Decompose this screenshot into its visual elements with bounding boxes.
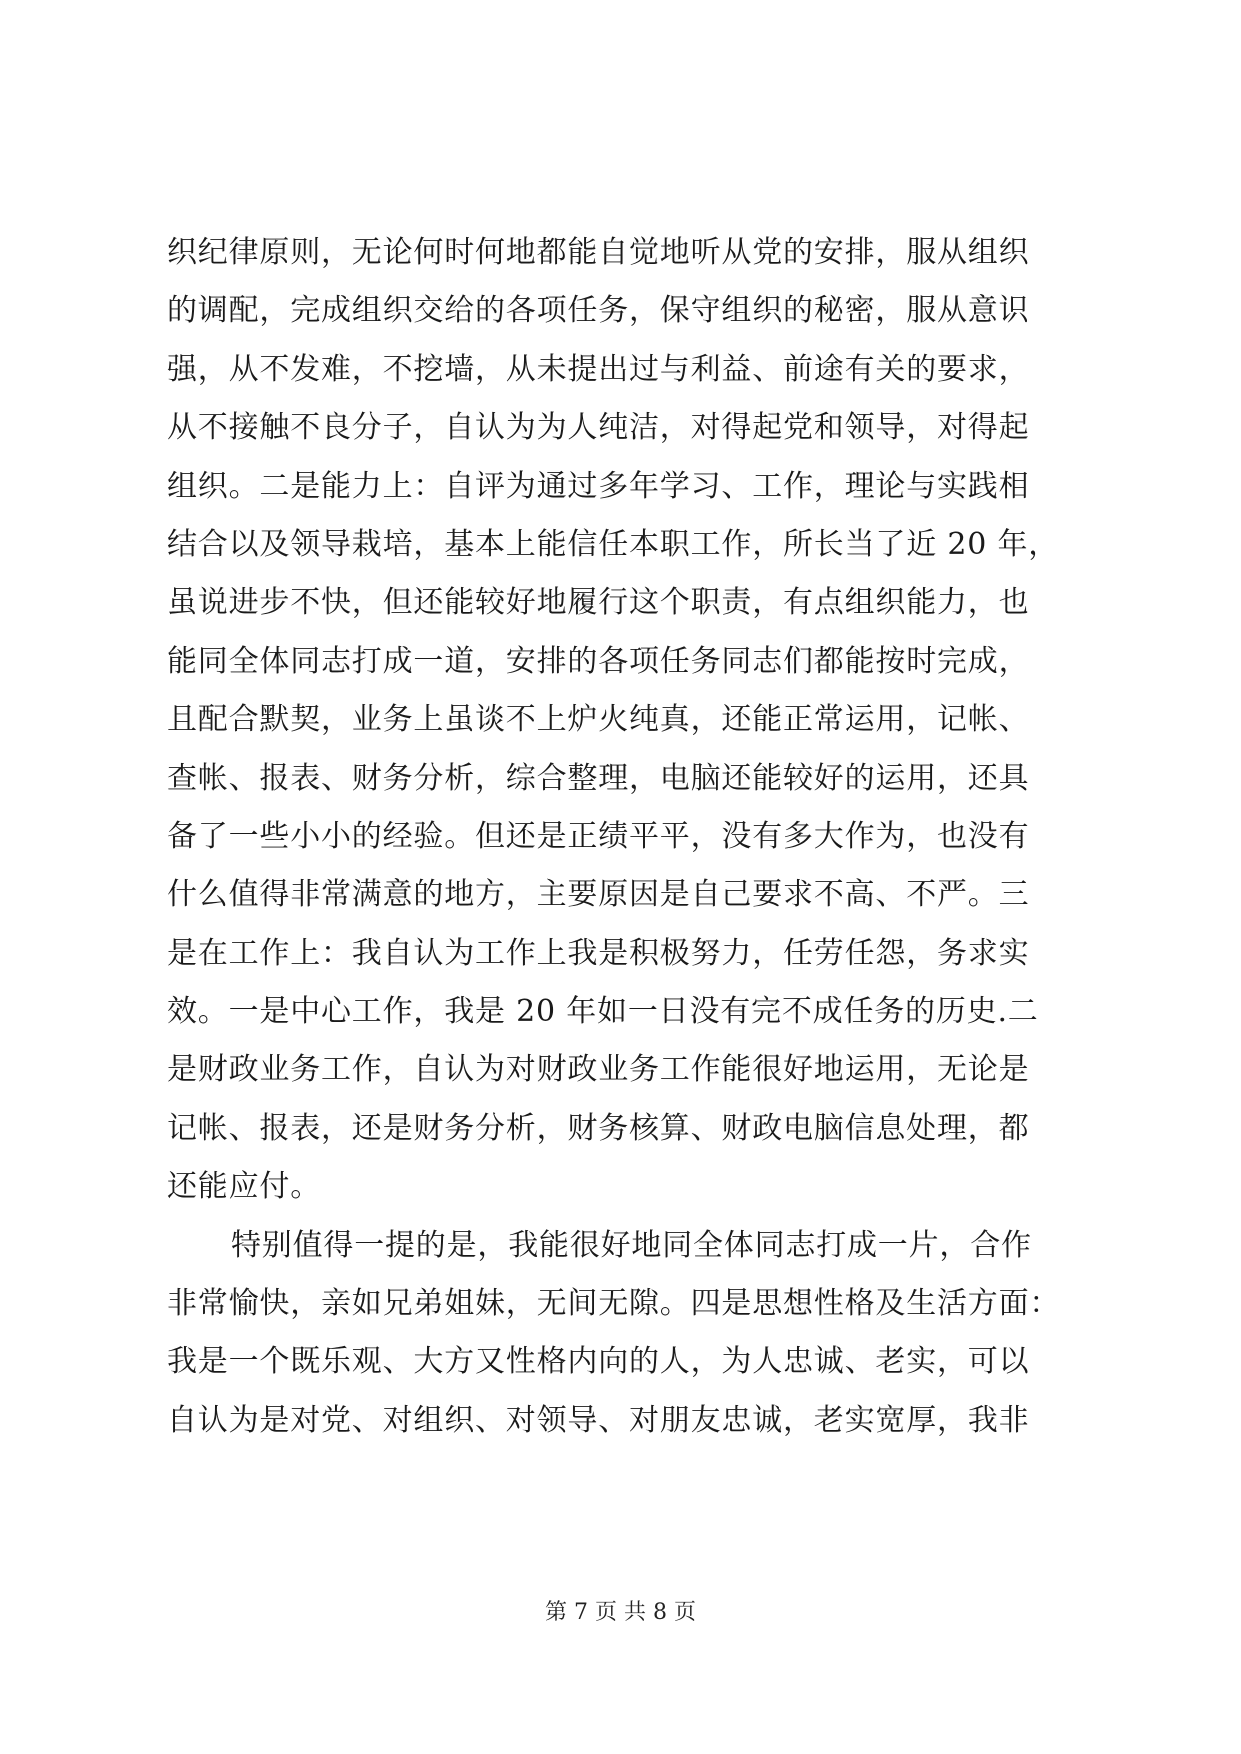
text-line: 查帐、报表、财务分析，综合整理，电脑还能较好的运用，还具: [167, 760, 1030, 796]
page-number-label: 第 7 页 共 8 页: [545, 1600, 696, 1625]
text-line: 是在工作上：我自认为工作上我是积极努力，任劳任怨，务求实: [167, 935, 1030, 971]
text-line: 强，从不发难，不挖墙，从未提出过与利益、前途有关的要求，: [167, 351, 1030, 387]
text-line-paragraph-start: 特别值得一提的是，我能很好地同全体同志打成一片，合作: [231, 1227, 1032, 1263]
text-line: 我是一个既乐观、大方又性格内向的人，为人忠诚、老实，可以: [167, 1344, 1030, 1380]
text-line: 效。一是中心工作，我是 20 年如一日没有完不成任务的历史.二: [167, 994, 1039, 1030]
body-text: [167, 224, 1087, 1450]
text-line: 且配合默契，业务上虽谈不上炉火纯真，还能正常运用，记帐、: [167, 702, 1030, 738]
text-line: 什么值得非常满意的地方，主要原因是自己要求不高、不严。三: [167, 877, 1030, 913]
text-line: 记帐、报表，还是财务分析，财务核算、财政电脑信息处理，都: [167, 1110, 1030, 1146]
text-line: 自认为是对党、对组织、对领导、对朋友忠诚，老实宽厚，我非: [167, 1402, 1030, 1438]
text-line: 还能应付。: [167, 1169, 321, 1205]
text-line: 虽说进步不快，但还能较好地履行这个职责，有点组织能力，也: [167, 585, 1030, 621]
text-line: 从不接触不良分子，自认为为人纯洁，对得起党和领导，对得起: [167, 410, 1030, 446]
text-line: 的调配，完成组织交给的各项任务，保守组织的秘密，服从意识: [167, 293, 1030, 329]
text-line: 是财政业务工作，自认为对财政业务工作能很好地运用，无论是: [167, 1052, 1030, 1088]
text-line: 结合以及领导栽培，基本上能信任本职工作，所长当了近 20 年，: [167, 526, 1060, 562]
text-line: 非常愉快，亲如兄弟姐妹，无间无隙。四是思想性格及生活方面：: [167, 1286, 1061, 1322]
text-line: 能同全体同志打成一道，安排的各项任务同志们都能按时完成，: [167, 643, 1030, 679]
text-line: 组织。二是能力上：自评为通过多年学习、工作，理论与实践相: [167, 468, 1030, 504]
page-footer: [0, 1598, 1241, 1628]
text-line: 备了一些小小的经验。但还是正绩平平，没有多大作为，也没有: [167, 818, 1030, 854]
text-line: 织纪律原则，无论何时何地都能自觉地听从党的安排，服从组织: [167, 235, 1030, 270]
